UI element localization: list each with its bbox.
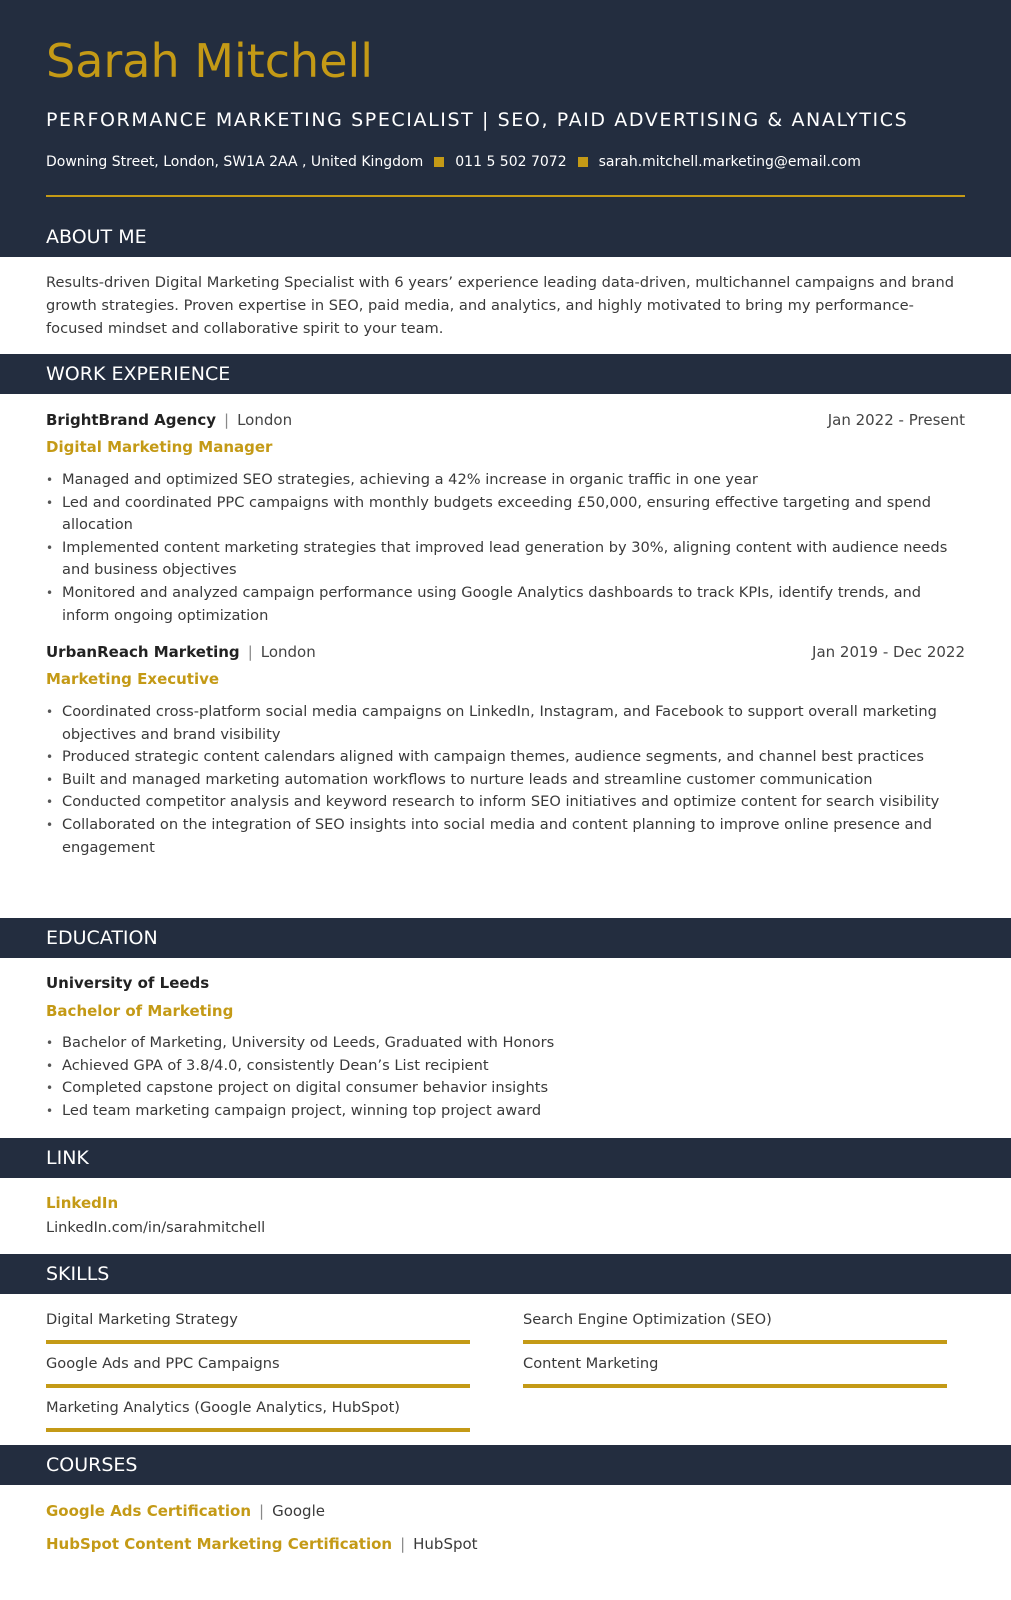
list-item: • Produced strategic content calendars aligned with campaign themes, audience segments, and channel best practices [46, 746, 956, 769]
skill-bar [46, 1340, 470, 1344]
skill-item [46, 1308, 470, 1332]
section-heading-link: LINK [0, 1138, 1011, 1178]
skill-item [46, 1396, 470, 1420]
email[interactable]: sarah.mitchell.marketing@email.com [598, 154, 861, 170]
school-name: University of Leeds [46, 974, 210, 992]
skill-bar [46, 1428, 470, 1432]
job-header [46, 640, 965, 664]
skill-label: Search Engine Optimization (SEO) [523, 1311, 772, 1328]
job-location: London [237, 411, 293, 429]
list-item: • Built and managed marketing automation workflows to nurture leads and streamline customer communication [46, 769, 956, 792]
list-item: • Managed and optimized SEO strategies, achieving a 42% increase in organic traffic in one year [46, 469, 956, 492]
contact-line [46, 150, 861, 174]
job-title: Digital Marketing Manager [46, 438, 273, 456]
header-divider [46, 195, 965, 197]
skill-label: Content Marketing [523, 1355, 659, 1372]
course-name: HubSpot Content Marketing Certification [46, 1535, 393, 1553]
job-bullets [46, 701, 956, 859]
job-dates: Jan 2019 - Dec 2022 [812, 643, 965, 661]
list-item: • Coordinated cross-platform social media campaigns on LinkedIn, Instagram, and Facebook to support overall marketing objectives and brand visibility [46, 701, 956, 746]
candidate-name: Sarah Mitchell [46, 34, 374, 88]
linkedin-link[interactable]: LinkedIn.com/in/sarahmitchell [46, 1219, 266, 1236]
skill-item [523, 1308, 947, 1332]
job-bullets [46, 469, 956, 627]
course-item [46, 1499, 325, 1523]
skill-label: Digital Marketing Strategy [46, 1311, 238, 1328]
section-heading-skills: SKILLS [0, 1254, 1011, 1294]
link-label: LinkedIn [46, 1194, 119, 1212]
company-name: UrbanReach Marketing [46, 643, 240, 661]
course-name: Google Ads Certification [46, 1502, 252, 1520]
about-text: Results-driven Digital Marketing Specialist with 6 years’ experience leading data-driven, multichannel campaigns and brand growth strategies. Proven expertise in SEO, paid media, and analytics, and highly motivated to bring my performance-focused mindset and collaborative spirit to your team. [46, 274, 954, 337]
course-item [46, 1532, 478, 1556]
section-heading-education: EDUCATION [0, 918, 1011, 958]
skill-item [46, 1352, 470, 1376]
skill-bar [523, 1384, 947, 1388]
list-item: • Monitored and analyzed campaign performance using Google Analytics dashboards to track KPIs, identify trends, and inform ongoing optimization [46, 582, 956, 627]
skill-item [523, 1352, 947, 1376]
list-item: • Conducted competitor analysis and keyword research to inform SEO initiatives and optimize content for search visibility [46, 791, 956, 814]
square-bullet-icon [434, 157, 444, 167]
skill-label: Marketing Analytics (Google Analytics, HubSpot) [46, 1399, 400, 1416]
school-header [46, 971, 965, 995]
skill-label: Google Ads and PPC Campaigns [46, 1355, 280, 1372]
job-dates: Jan 2022 - Present [827, 411, 965, 429]
list-item: • Implemented content marketing strategies that improved lead generation by 30%, aligning content with audience needs and business objectives [46, 537, 956, 582]
square-bullet-icon [578, 157, 588, 167]
list-item: • Achieved GPA of 3.8/4.0, consistently Dean’s List recipient [46, 1055, 956, 1078]
degree-title: Bachelor of Marketing [46, 1002, 234, 1020]
skill-bar [46, 1384, 470, 1388]
section-heading-courses: COURSES [0, 1445, 1011, 1485]
section-heading-about: ABOUT ME [0, 217, 1011, 257]
list-item: • Bachelor of Marketing, University od Leeds, Graduated with Honors [46, 1032, 956, 1055]
pipe-divider: | [247, 643, 253, 661]
list-item: • Collaborated on the integration of SEO insights into social media and content planning to improve online presence and engagement [46, 814, 956, 859]
address: Downing Street, London, SW1A 2AA , United Kingdom [46, 154, 424, 170]
resume-header [0, 0, 1011, 222]
list-item: • Led team marketing campaign project, winning top project award [46, 1100, 956, 1123]
section-heading-work: WORK EXPERIENCE [0, 354, 1011, 394]
company-name: BrightBrand Agency [46, 411, 217, 429]
pipe-divider: | [259, 1502, 265, 1520]
course-issuer: Google [272, 1502, 325, 1520]
phone: 011 5 502 7072 [455, 154, 567, 170]
job-header [46, 408, 965, 432]
job-title: Marketing Executive [46, 670, 220, 688]
job-location: London [260, 643, 316, 661]
list-item: • Led and coordinated PPC campaigns with monthly budgets exceeding £50,000, ensuring effective targeting and spend allocation [46, 492, 956, 537]
candidate-headline: PERFORMANCE MARKETING SPECIALIST | SEO, PAID ADVERTISING & ANALYTICS [46, 109, 909, 131]
skill-bar [523, 1340, 947, 1344]
education-bullets [46, 1032, 956, 1122]
course-issuer: HubSpot [413, 1535, 478, 1553]
list-item: • Completed capstone project on digital consumer behavior insights [46, 1077, 956, 1100]
pipe-divider: | [400, 1535, 406, 1553]
pipe-divider: | [224, 411, 230, 429]
